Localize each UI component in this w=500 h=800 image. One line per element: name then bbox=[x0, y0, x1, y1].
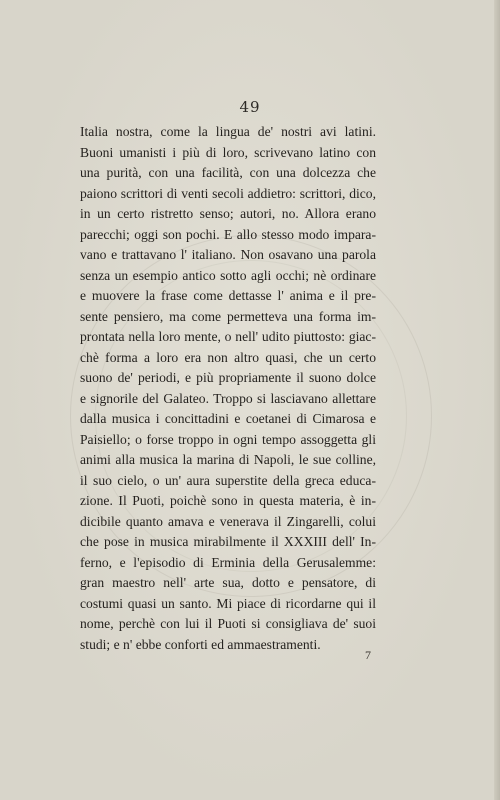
text-line: Buoni umanisti i più di loro, scrivevano latino con bbox=[80, 144, 376, 160]
text-line: e muovere la frase come dettasse l' anima e il pre- bbox=[80, 288, 376, 303]
text-line: che pose in musica mirabilmente il XXXIII dell' In- bbox=[80, 534, 376, 549]
page-number: 49 bbox=[239, 98, 261, 116]
text-line: ferno, e l'episodio di Erminia della Gerusalemme: bbox=[80, 554, 376, 570]
text-line: nome, perchè con lui il Puoti si consigliava de' suoi bbox=[80, 616, 376, 631]
text-line: una purità, con una facilità, con una dolcezza che bbox=[80, 165, 376, 180]
page-edge bbox=[494, 0, 500, 800]
text-line: e signorile del Galateo. Troppo si lasciavano allettare bbox=[80, 390, 376, 406]
text-line: Italia nostra, come la lingua de' nostri avi latini. bbox=[80, 124, 376, 139]
text-line: animi alla musica la marina di Napoli, le sue colline, bbox=[80, 452, 376, 467]
text-line: Paisiello; o forse troppo in ogni tempo assoggetta gli bbox=[80, 431, 376, 447]
text-line: in un certo ristretto senso; autori, no. Allora erano bbox=[80, 206, 376, 221]
text-line: dicibile quanto amava e venerava il Zingarelli, colui bbox=[80, 513, 376, 529]
text-line: studi; e n' ebbe conforti ed ammaestramenti. bbox=[80, 636, 321, 652]
text-line: zione. Il Puoti, poichè sono in questa materia, è in- bbox=[80, 493, 376, 508]
text-line: vano e trattavano l' italiano. Non osavano una parola bbox=[80, 247, 376, 262]
text-line: senza un esempio antico sotto agli occhi; nè ordinare bbox=[80, 267, 376, 283]
text-line: dalla musica i concittadini e coetanei di Cimarosa e bbox=[80, 411, 376, 426]
text-line: gran maestro nell' arte sua, dotto e pensatore, di bbox=[80, 575, 376, 590]
text-line: chè forma a loro era non altro quasi, che un certo bbox=[80, 349, 376, 365]
text-line: parecchi; oggi son pochi. E allo stesso modo impara- bbox=[80, 226, 376, 242]
text-line: prontata nella loro mente, o nell' udito piuttosto: giac- bbox=[80, 329, 376, 344]
text-line: paiono scrittori di venti secoli addietro: scrittori, dico, bbox=[80, 185, 376, 201]
text-line: il suo cielo, o un' aura superstite della greca educa- bbox=[80, 472, 376, 488]
text-line: sente pensiero, ma come permetteva una forma im- bbox=[80, 308, 376, 324]
text-line: costumi quasi un santo. Mi piace di ricordarne qui il bbox=[80, 595, 376, 611]
body-text bbox=[80, 122, 376, 655]
text-line: suono de' periodi, e più propriamente il suono dolce bbox=[80, 370, 376, 385]
signature-mark: 7 bbox=[365, 648, 371, 662]
